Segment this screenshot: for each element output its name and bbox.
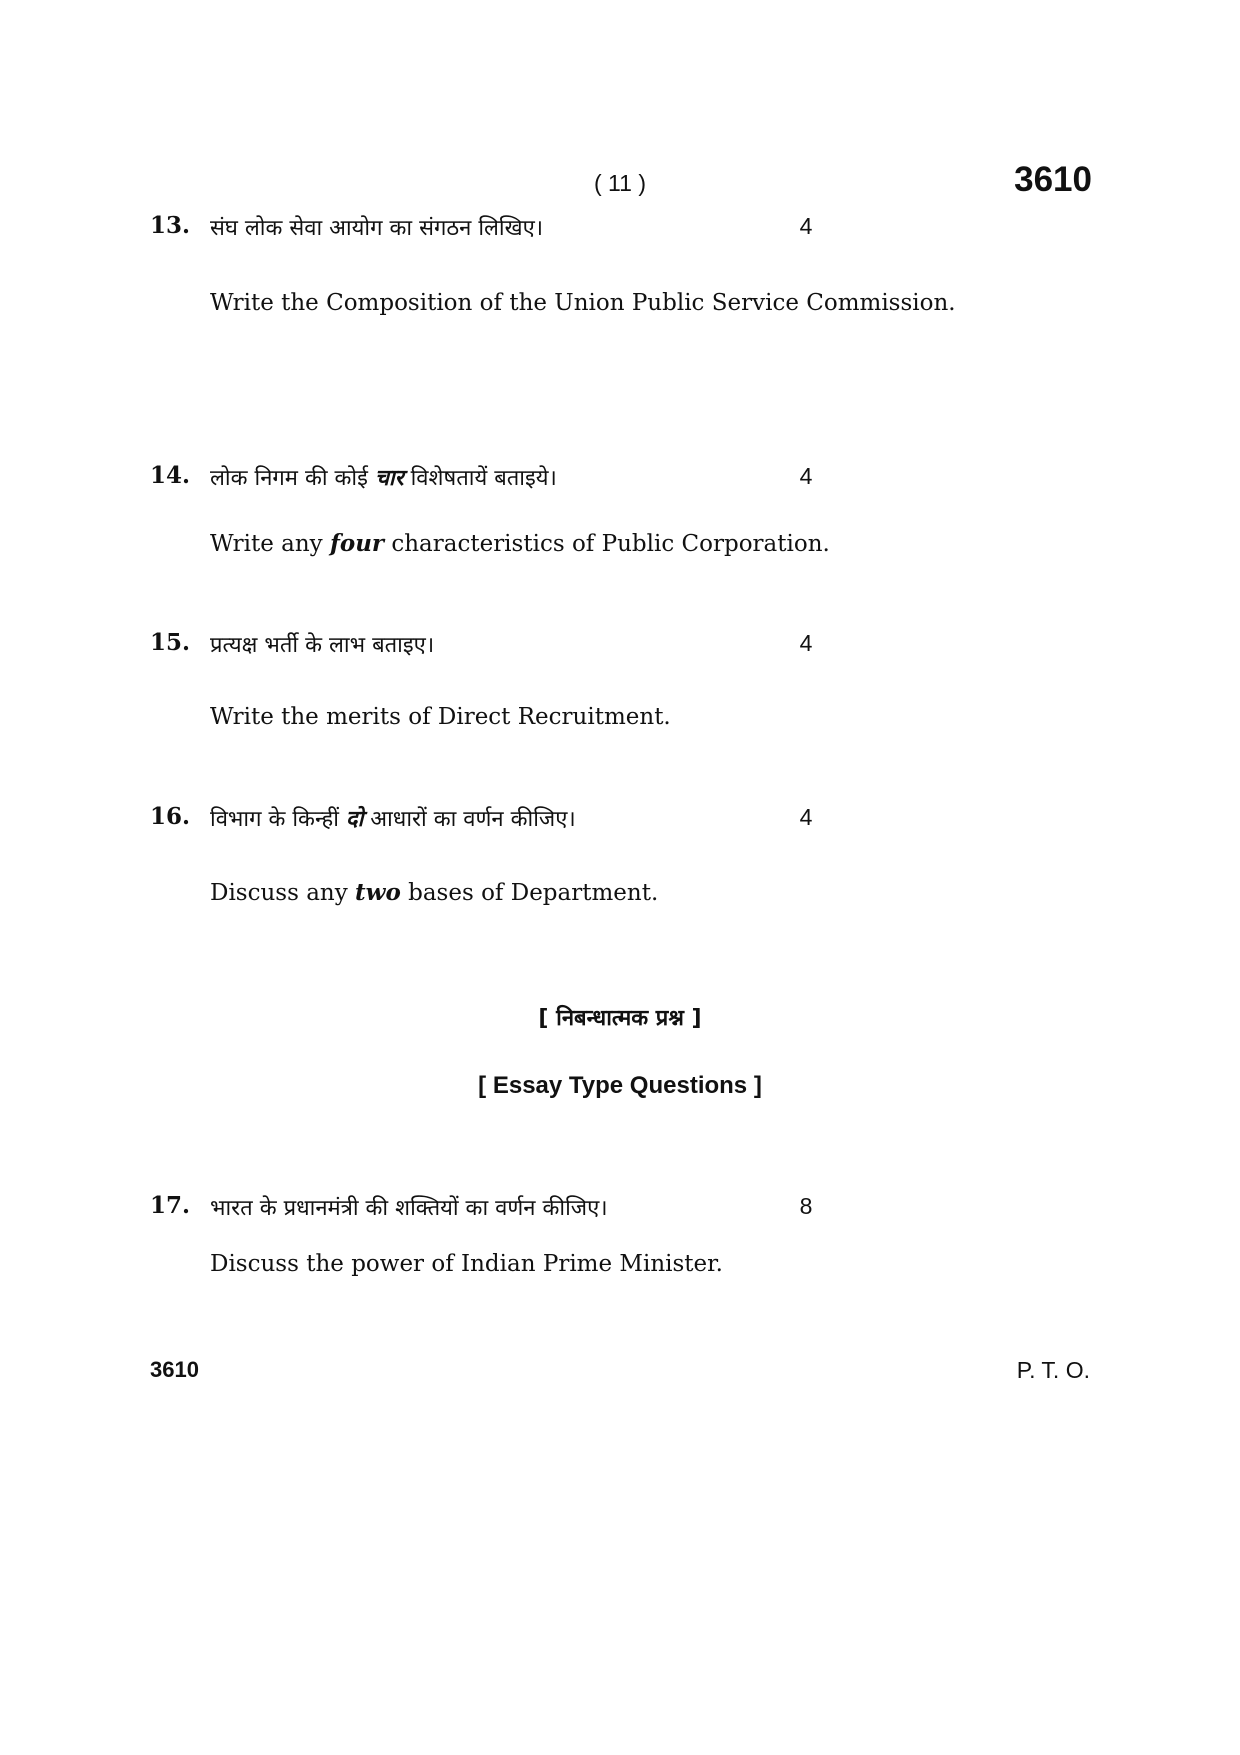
question-marks: 4 <box>799 804 813 830</box>
page-number: ( 11 ) <box>594 170 646 196</box>
question-hindi: भारत के प्रधानमंत्री की शक्तियों का वर्णन कीजिए। <box>210 1196 608 1221</box>
hindi-text: विभाग के किन्हीं <box>210 807 346 832</box>
question-english: Write the Composition of the Union Public Service Commission. <box>210 290 956 316</box>
english-text: characteristics of Public Corporation. <box>384 531 830 557</box>
question-number: 17. <box>150 1192 191 1219</box>
question-number: 16. <box>150 803 191 830</box>
paper-code-header: 3610 <box>1014 160 1092 199</box>
question-number: 14. <box>150 462 191 489</box>
hindi-emphasis: दो <box>345 807 364 832</box>
hindi-text: लोक निगम की कोई <box>210 466 375 491</box>
hindi-text: विशेषतायें बताइये। <box>403 466 557 491</box>
question-marks: 4 <box>799 213 813 239</box>
question-hindi: संघ लोक सेवा आयोग का संगठन लिखिए। <box>210 216 544 241</box>
question-number: 13. <box>150 212 191 239</box>
question-marks: 8 <box>799 1193 813 1219</box>
question-english: Write the merits of Direct Recruitment. <box>210 704 671 730</box>
english-text: Discuss any <box>210 880 356 906</box>
english-emphasis: two <box>355 879 401 906</box>
paper-code-footer: 3610 <box>150 1357 199 1382</box>
hindi-text: आधारों का वर्णन कीजिए। <box>363 807 576 832</box>
question-marks: 4 <box>799 463 813 489</box>
english-emphasis: four <box>329 530 385 557</box>
question-english <box>210 530 830 557</box>
question-english <box>210 879 658 906</box>
question-number: 15. <box>150 629 191 656</box>
english-text: Write any <box>210 531 330 557</box>
question-marks: 4 <box>799 630 813 656</box>
section-title-hindi: [ निबन्धात्मक प्रश्न ] <box>538 1006 702 1031</box>
question-hindi <box>210 462 557 492</box>
english-text: bases of Department. <box>400 880 659 906</box>
question-hindi: प्रत्यक्ष भर्ती के लाभ बताइए। <box>210 633 435 658</box>
section-title-english: [ Essay Type Questions ] <box>478 1072 762 1099</box>
hindi-emphasis: चार <box>374 466 404 491</box>
question-english: Discuss the power of Indian Prime Minister. <box>210 1251 723 1277</box>
please-turn-over: P. T. O. <box>1016 1357 1090 1383</box>
question-hindi <box>210 803 576 833</box>
